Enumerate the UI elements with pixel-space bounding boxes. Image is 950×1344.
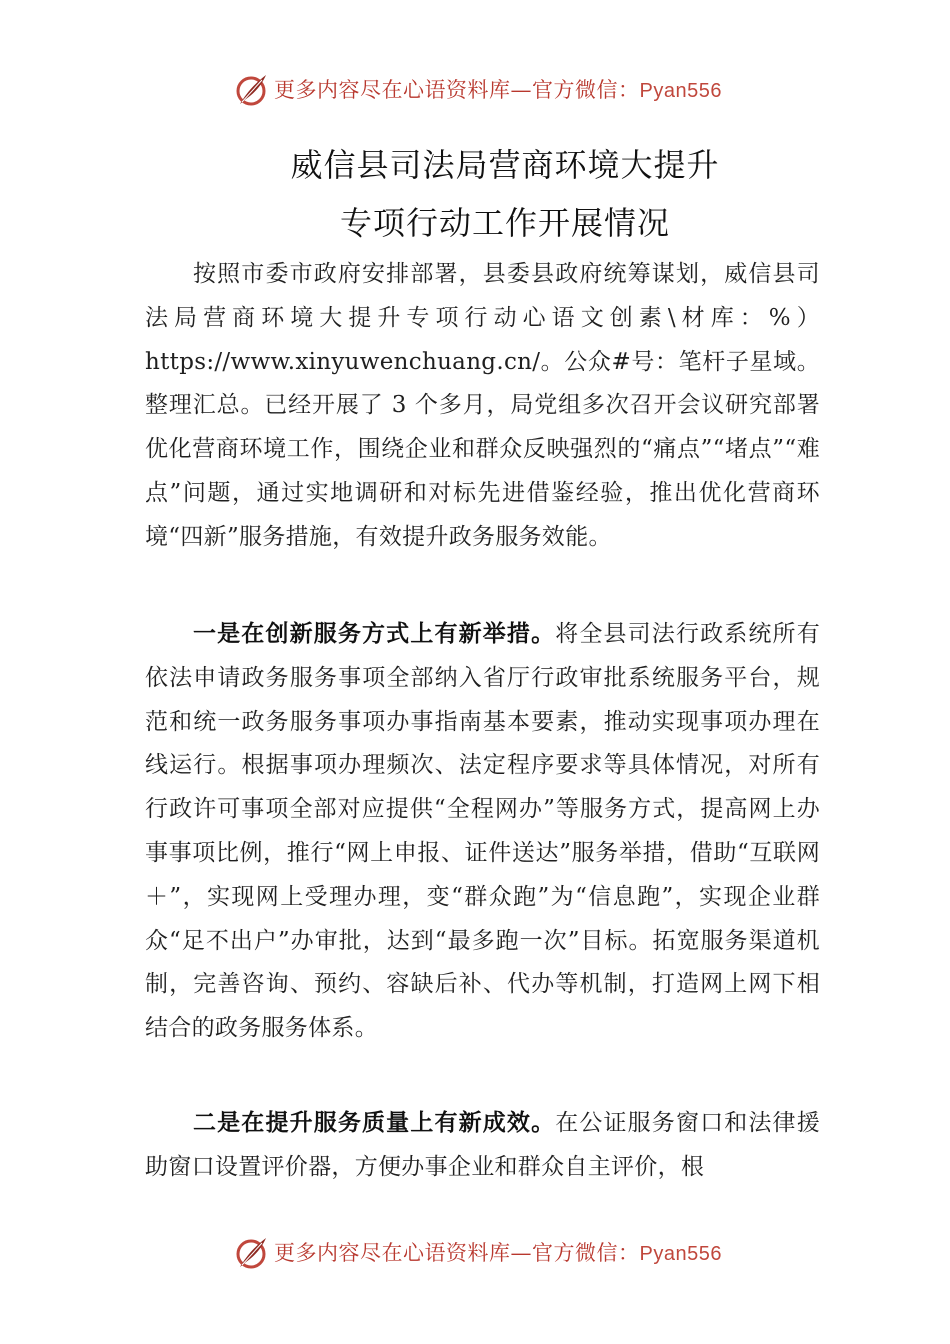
paragraph-second-point-text: 在公证服务窗口和法律援助窗口设置评价器，方便办事企业和群众自主评价，根 <box>145 1110 820 1180</box>
banner-text: 更多内容尽在心语资料库—官方微信：Pyan556 <box>274 1241 722 1265</box>
page-title-line2: 专项行动工作开展情况 <box>339 204 670 242</box>
paragraph-intro-text: 按照市委市政府安排部署，县委县政府统筹谋划，威信县司法局营商环境大提升专项行动心语文创素\材库：%）https://www.xinyuwenchuang.cn/。公众#号：笔杆子星域。整理汇总。已经开展了 3 个多月，局党组多次召开会议研究部署优化营商环境工作，围绕企业和群众反映强烈的“痛点”“堵点”“难点”问题，通过实地调研和对标先进借鉴经验，推出优化营商环境“四新”服务措施，有效提升政务服务效能。 <box>145 261 820 550</box>
page-title-line1: 威信县司法局营商环境大提升 <box>290 146 720 184</box>
feather-logo-icon <box>232 72 270 108</box>
paragraph-second-point-lead: 二是在提升服务质量上有新成效。 <box>193 1110 556 1136</box>
paragraph-intro <box>145 253 820 560</box>
header-banner <box>0 70 950 110</box>
paragraph-second-point <box>145 1102 820 1190</box>
feather-logo-icon <box>232 1235 270 1271</box>
paragraph-first-point <box>145 613 820 1051</box>
paragraph-first-point-text: 将全县司法行政系统所有依法申请政务服务事项全部纳入省厅行政审批系统服务平台，规范和统一政务服务事项办事指南基本要素，推动实现事项办理在线运行。根据事项办理频次、法定程序要求等具体情况，对所有行政许可事项全部对应提供“全程网办”等服务方式，提高网上办事事项比例，推行“网上申报、证件送达”服务举措，借助“互联网＋”，实现网上受理办理，变“群众跑”为“信息跑”，实现企业群众“足不出户”办审批，达到“最多跑一次”目标。拓宽服务渠道机制，完善咨询、预约、容缺后补、代办等机制，打造网上网下相结合的政务服务体系。 <box>145 621 820 1042</box>
banner-text: 更多内容尽在心语资料库—官方微信：Pyan556 <box>274 78 722 102</box>
footer-banner <box>0 1233 950 1273</box>
paragraph-first-point-lead: 一是在创新服务方式上有新举措。 <box>193 621 556 647</box>
